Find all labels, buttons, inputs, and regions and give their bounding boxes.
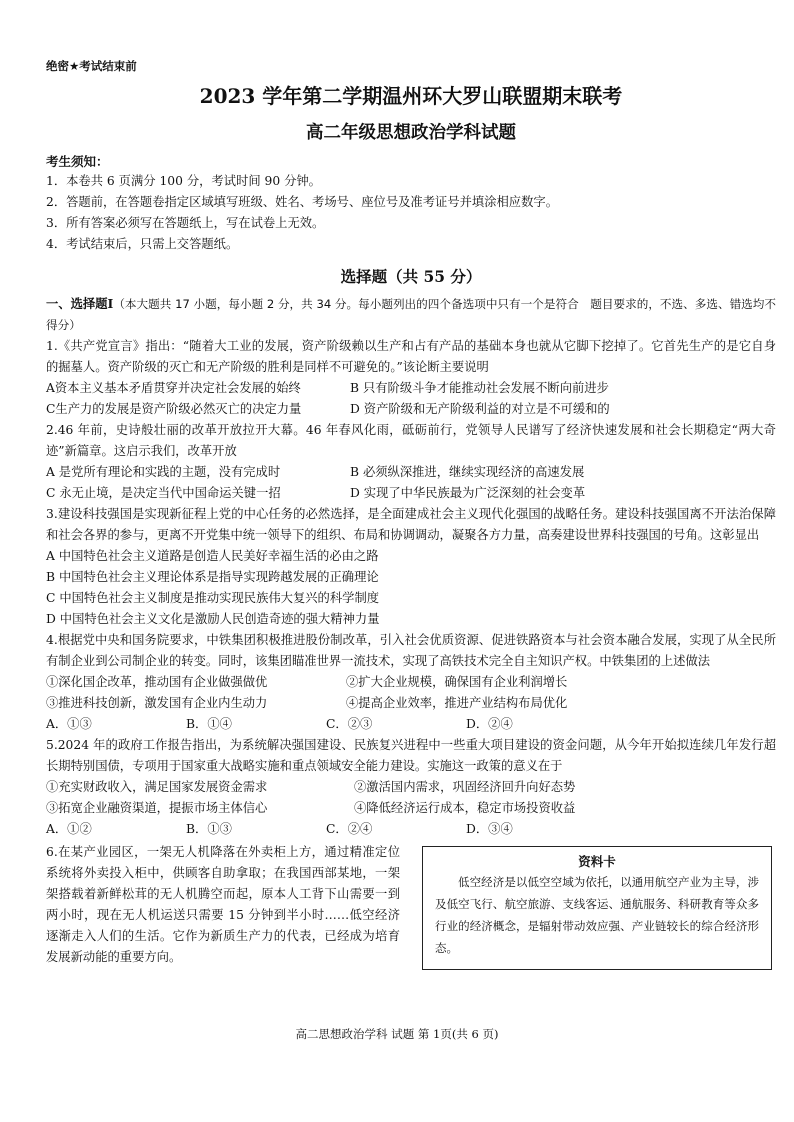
option-a: A 是党所有理论和实践的主题，没有完成时 <box>46 465 281 479</box>
part-label: 一、选择题Ⅰ <box>46 296 114 311</box>
exam-page <box>46 58 776 970</box>
option-row <box>46 483 776 504</box>
info-card <box>422 846 772 970</box>
exam-title: 2023 学年第二学期温州环大罗山联盟期末联考 <box>199 84 623 108</box>
section-title: 选择题（共 55 分） <box>340 267 482 286</box>
statement-1: ①充实财政收入，满足国家发展资金需求 <box>46 780 268 794</box>
option-b: B 中国特色社会主义理论体系是指导实现跨越发展的正确理论 <box>46 570 379 584</box>
option-b: B 只有阶级斗争才能推动社会发展不断向前进步 <box>350 381 609 395</box>
option-c: C 中国特色社会主义制度是推动实现民族伟大复兴的科学制度 <box>46 591 380 605</box>
question-4 <box>46 630 776 735</box>
choice-row <box>46 714 776 735</box>
statement-3: ③推进科技创新，激发国有企业内生动力 <box>46 696 268 710</box>
choice-c: C．②③ <box>326 717 373 731</box>
choice-row <box>46 819 776 840</box>
option-row <box>46 378 776 399</box>
choice-c: C．②④ <box>326 822 373 836</box>
notice-item: 1．本卷共 6 页满分 100 分，考试时间 90 分钟。 <box>46 174 321 188</box>
option-a: A 中国特色社会主义道路是创造人民美好幸福生活的必由之路 <box>46 549 379 563</box>
notice-item: 3．所有答案必须写在答题纸上，写在试卷上无效。 <box>46 216 325 230</box>
candidate-notice <box>46 152 776 255</box>
option-row <box>46 462 776 483</box>
notice-item: 4．考试结束后，只需上交答题纸。 <box>46 237 239 251</box>
question-stem: 4.根据党中央和国务院要求，中铁集团积极推进股份制改革，引入社会优质资源、促进铁路资本与社会资本融合发展，实现了从全民所有制企业到公司制企业的转变。同时，该集团瞄准世界一流技术，实现了高铁技术完全自主知识产权。中铁集团的上述做法 <box>46 633 776 668</box>
option-row <box>46 399 776 420</box>
option-d: D 中国特色社会主义文化是激励人民创造奇迹的强大精神力量 <box>46 612 380 626</box>
question-2 <box>46 420 776 504</box>
choice-d: D．③④ <box>466 822 513 836</box>
question-stem: 6.在某产业园区，一架无人机降落在外卖柜上方，通过精准定位系统将外卖投入柜中，供顾客自助拿取；在我国西部某地，一架架搭载着新鲜松茸的无人机腾空而起，原本人工背下山需要一到两小时，现在无人机运送只需要 15 分钟到半小时……低空经济逐渐走入人们的生活。它作为新质生产力的代表，已经成为培育发展新动能的重要方向。 <box>46 845 400 964</box>
notice-heading: 考生须知： <box>46 154 109 169</box>
statement-row <box>46 798 776 819</box>
choice-b: B．①③ <box>186 822 232 836</box>
question-1 <box>46 336 776 420</box>
question-6 <box>46 842 776 970</box>
confidential-mark: 绝密★考试结束前 <box>46 59 137 73</box>
part-instructions <box>46 293 776 336</box>
info-card-title: 资料卡 <box>578 854 616 869</box>
choice-d: D．②④ <box>466 717 513 731</box>
choice-a: A．①③ <box>46 717 92 731</box>
option-b: B 必须纵深推进，继续实现经济的高速发展 <box>350 465 585 479</box>
notice-item: 2．答题前，在答题卷指定区域填写班级、姓名、考场号、座位号及准考证号并填涂相应数字。 <box>46 195 558 209</box>
statement-row <box>46 777 776 798</box>
option-c: C生产力的发展是资产阶级必然灭亡的决定力量 <box>46 402 302 416</box>
exam-subtitle: 高二年级思想政治学科试题 <box>306 123 516 143</box>
info-card-body: 低空经济是以低空空域为依托，以通用航空产业为主导，涉及低空飞行、航空旅游、支线客运、通航服务、科研教育等众多行业的经济概念，是辐射带动效应强、产业链较长的综合经济形态。 <box>435 875 759 955</box>
statement-3: ③拓宽企业融资渠道，提振市场主体信心 <box>46 801 268 815</box>
statement-row <box>46 672 776 693</box>
question-stem: 5.2024 年的政府工作报告指出，为系统解决强国建设、民族复兴进程中一些重大项目建设的资金问题，从今年开始拟连续几年发行超长期特别国债，专项用于国家重大战略实施和重点领域安全能力建设。实施这一政策的意义在于 <box>46 738 776 773</box>
question-stem: 3.建设科技强国是实现新征程上党的中心任务的必然选择，是全面建成社会主义现代化强国的战略任务。建设科技强国离不开法治保障和社会各界的参与，更离不开党集中统一领导下的组织、布局和协调调动，凝聚各方力量，高奏建设世界科技强国的号角。这彰显出 <box>46 507 776 542</box>
statement-2: ②激活国内需求，巩固经济回升向好态势 <box>354 780 576 794</box>
question-5 <box>46 735 776 840</box>
question-stem: 1.《共产党宣言》指出：“随着大工业的发展，资产阶级赖以生产和占有产品的基础本身也就从它脚下挖掉了。它首先生产的是它自身的掘墓人。资产阶级的灭亡和无产阶级的胜利是同样不可避免的。”该论断主要说明 <box>46 339 776 374</box>
choice-b: B．①④ <box>186 717 232 731</box>
question-3 <box>46 504 776 630</box>
option-a: A资本主义基本矛盾贯穿并决定社会发展的始终 <box>46 381 301 395</box>
question-stem: 2.46 年前，史诗般壮丽的改革开放拉开大幕。46 年春风化雨，砥砺前行，党领导人民谱写了经济快速发展和社会长期稳定“两大奇迹”新篇章。这启示我们，改革开放 <box>46 423 776 458</box>
option-c: C 永无止境，是决定当代中国命运关键一招 <box>46 486 281 500</box>
option-d: D 实现了中华民族最为广泛深刻的社会变革 <box>350 486 586 500</box>
statement-row <box>46 693 776 714</box>
statement-2: ②扩大企业规模，确保国有企业利润增长 <box>346 675 568 689</box>
page-footer: 高二思想政治学科 试题 第 1页(共 6 页) <box>295 1027 499 1041</box>
option-d: D 资产阶级和无产阶级利益的对立是不可缓和的 <box>350 402 610 416</box>
statement-4: ④提高企业效率，推进产业结构布局优化 <box>346 696 568 710</box>
part-description: （本大题共 17 小题，每小题 2 分，共 34 分。每小题列出的四个备选项中只有一个是符合 题目要求的，不选、多选、错选均不得分） <box>46 297 776 332</box>
choice-a: A．①② <box>46 822 92 836</box>
statement-1: ①深化国企改革，推动国有企业做强做优 <box>46 675 268 689</box>
statement-4: ④降低经济运行成本，稳定市场投资收益 <box>354 801 576 815</box>
